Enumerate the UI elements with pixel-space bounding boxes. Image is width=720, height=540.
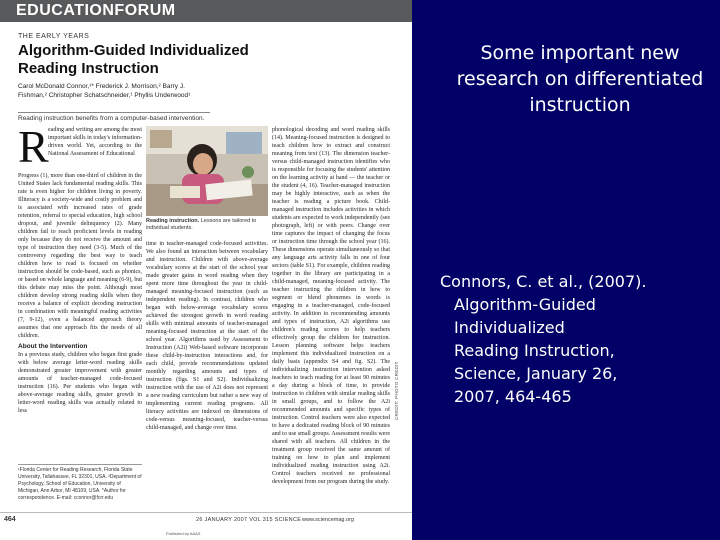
col1-paragraph: Progress (1), more than one-third of children in the United States lack fundamental reading skills. This rate is even higher for children living in poverty. Illiteracy is a society-wide and costly problem and is associated with increased rates of grade retention, referral to special education, high school dropout, and juvenile delinquency (2). Many children fail to reach proficient levels in reading only because they do not receive the amount and type of instruction they need (3-5). Much of the controversy regarding the best way to teach children how to read is focused on whether instruction should be code-based, such as phonics, or based on whole language and meaning (6-9), but this debate may miss the point. Although most children develop strong reading skills when they receive a balance of explicit decoding instruction in combination with meaningful reading activities (7, 9-12), even a balanced approach theory assumes that one approach fits the needs of all children. [18, 173, 142, 339]
classroom-photo [146, 126, 268, 216]
published-by: Published by AAAS [166, 531, 201, 536]
column-3 [272, 126, 390, 512]
citation-line: Connors, C. et al., (2007). [440, 272, 647, 291]
footer-website: www.sciencemag.org [302, 517, 354, 523]
side-credit-strip: CREDIT: PHOTO CREDIT [394, 361, 399, 420]
classroom-photo-graphic [146, 126, 268, 216]
article-standfirst: Reading instruction benefits from a computer-based intervention. [18, 112, 210, 122]
col3-paragraph: phonological decoding and word reading skills (14). Meaning-focused instruction is designed to teach children how to extract and construct meaning from text (13). The dimension teacher- versus child-managed instruction identifies who is responsible for focusing the students' attention on the learning activity at hand — the teacher or the student (4, 16). Teacher-managed instruction may be highly interactive, such as when the teacher is reading a picture book. Child-managed instruction includes activities in which students are expected to work independently (see photograph, left) or with peers. Change over time captures the impact of changing the focus or instruction time through the school year (16). These dimensions operate simultaneously so that any language arts activity falls in one of four sectors (table S1). For example, children reading together in the library are participating in a child-managed, meaning-focused activity. The teacher instructing the children in how to segment or blend phonemes in words is engaging in a teacher-managed, code-focused activity. In addition to recommending amounts and types of instruction, A2i algorithms use children's reading scores to help teachers effectively group the children for instruction. Lesson planning software helps teachers implement this individualized instruction on a daily basis (appendix S4 and fig. S2). The individualizing instruction intervention asked teachers to teach reading for at least 90 minutes a day during a block of time, to provide instruction to children with similar reading skills in small groups, and to follow the A2i recommended amounts and specific types of instruction. Control teachers were also expected to have a dedicated reading block of 90 minutes and to use small groups. Assessment results were shared with all teachers. All children in the treatment group received the same amount of training on how to plan and implement individualized reading instruction using A2i. Control teachers received no professional development from our program during the study. [272, 127, 390, 485]
author-footnote: ¹Florida Center for Reading Research, Florida State University, Tallahassee, FL 32301, USA. ²Department of Psychology, School of Education, University of Michigan, Ann Arbor, MI 48109, USA. *Author for correspondence. E-mail: cconnor@fcrr.edu [18, 464, 142, 502]
intro-text [48, 126, 142, 172]
article-title-line-2: Reading Instruction [18, 60, 159, 77]
col1b-paragraph: In a previous study, children who began first grade with below average letter-word reading skills demonstrated greater improvement with greater amounts of teacher-managed code-focused instruction (16). Per students who began with above-average reading skills, greater growth in letter-word reading skills was actually related to less [18, 352, 142, 414]
citation-line: Science, January 26, [454, 364, 618, 383]
intro-paragraph: eading and writing are among the most important skills in today's information-driven world. Yet, according to the National Assessment of Educational [48, 127, 142, 157]
column-1 [18, 172, 142, 436]
forum-label: EDUCATIONFORUM [16, 2, 176, 19]
photo-caption [146, 218, 268, 232]
column-2 [146, 240, 268, 512]
section-heading: About the Intervention [18, 343, 88, 350]
series-label: THE EARLY YEARS [18, 33, 90, 40]
drop-cap: R [18, 121, 49, 172]
forum-header-bar [0, 0, 412, 22]
col2-paragraph: time in teacher-managed code-focused activities. We also found an interaction between vocabulary and instruction. Children with above-average vocabulary scores at the start of the school year made greater gains in word reading when they spent more time throughout the year in child-managed meaning-focused instruction (such as independent reading). In contrast, children who began with below-average vocabulary scores achieved the strongest growth in word reading skills with minimal amounts of teacher-managed meaning-focused instruction at the start of the school year. Algorithms used by Assessment to Instruction (A2i) Web-based software incorporate these child-by-instruction interactions and, for each child, provide recommendations updated monthly regarding amounts and types of instruction (figs. S1 and S2). Individualizing instruction with the use of A2i does not represent a new reading curriculum but rather a new way of implementing current reading programs. All literacy activities are indexed on dimensions of code-versus meaning-focused, teacher-versus child-managed, and change over time. [146, 241, 268, 431]
citation-line: Algorithm-Guided [454, 295, 596, 314]
footer-date: 26 JANUARY 2007 VOL 315 SCIENCE [196, 517, 302, 523]
slide-headline: Some important new research on differentiated instruction [456, 42, 704, 116]
page-number: 464 [4, 516, 16, 523]
article-footer [0, 512, 412, 525]
article-authors: Carol McDonald Connor,¹* Frederick J. Morrison,² Barry J. Fishman,² Christopher Schatschneider,¹ Phyllis Underwood¹ [18, 83, 191, 99]
article-title-line-1: Algorithm-Guided Individualized [18, 42, 249, 59]
caption-text: Lessons are tailored to individual students. [146, 218, 257, 231]
slide-citation [440, 270, 720, 408]
citation-line: 2007, 464-465 [454, 387, 572, 406]
citation-line: Reading Instruction, [454, 341, 615, 360]
citation-line: Individualized [454, 318, 565, 337]
caption-bold: Reading instruction. [146, 218, 200, 224]
